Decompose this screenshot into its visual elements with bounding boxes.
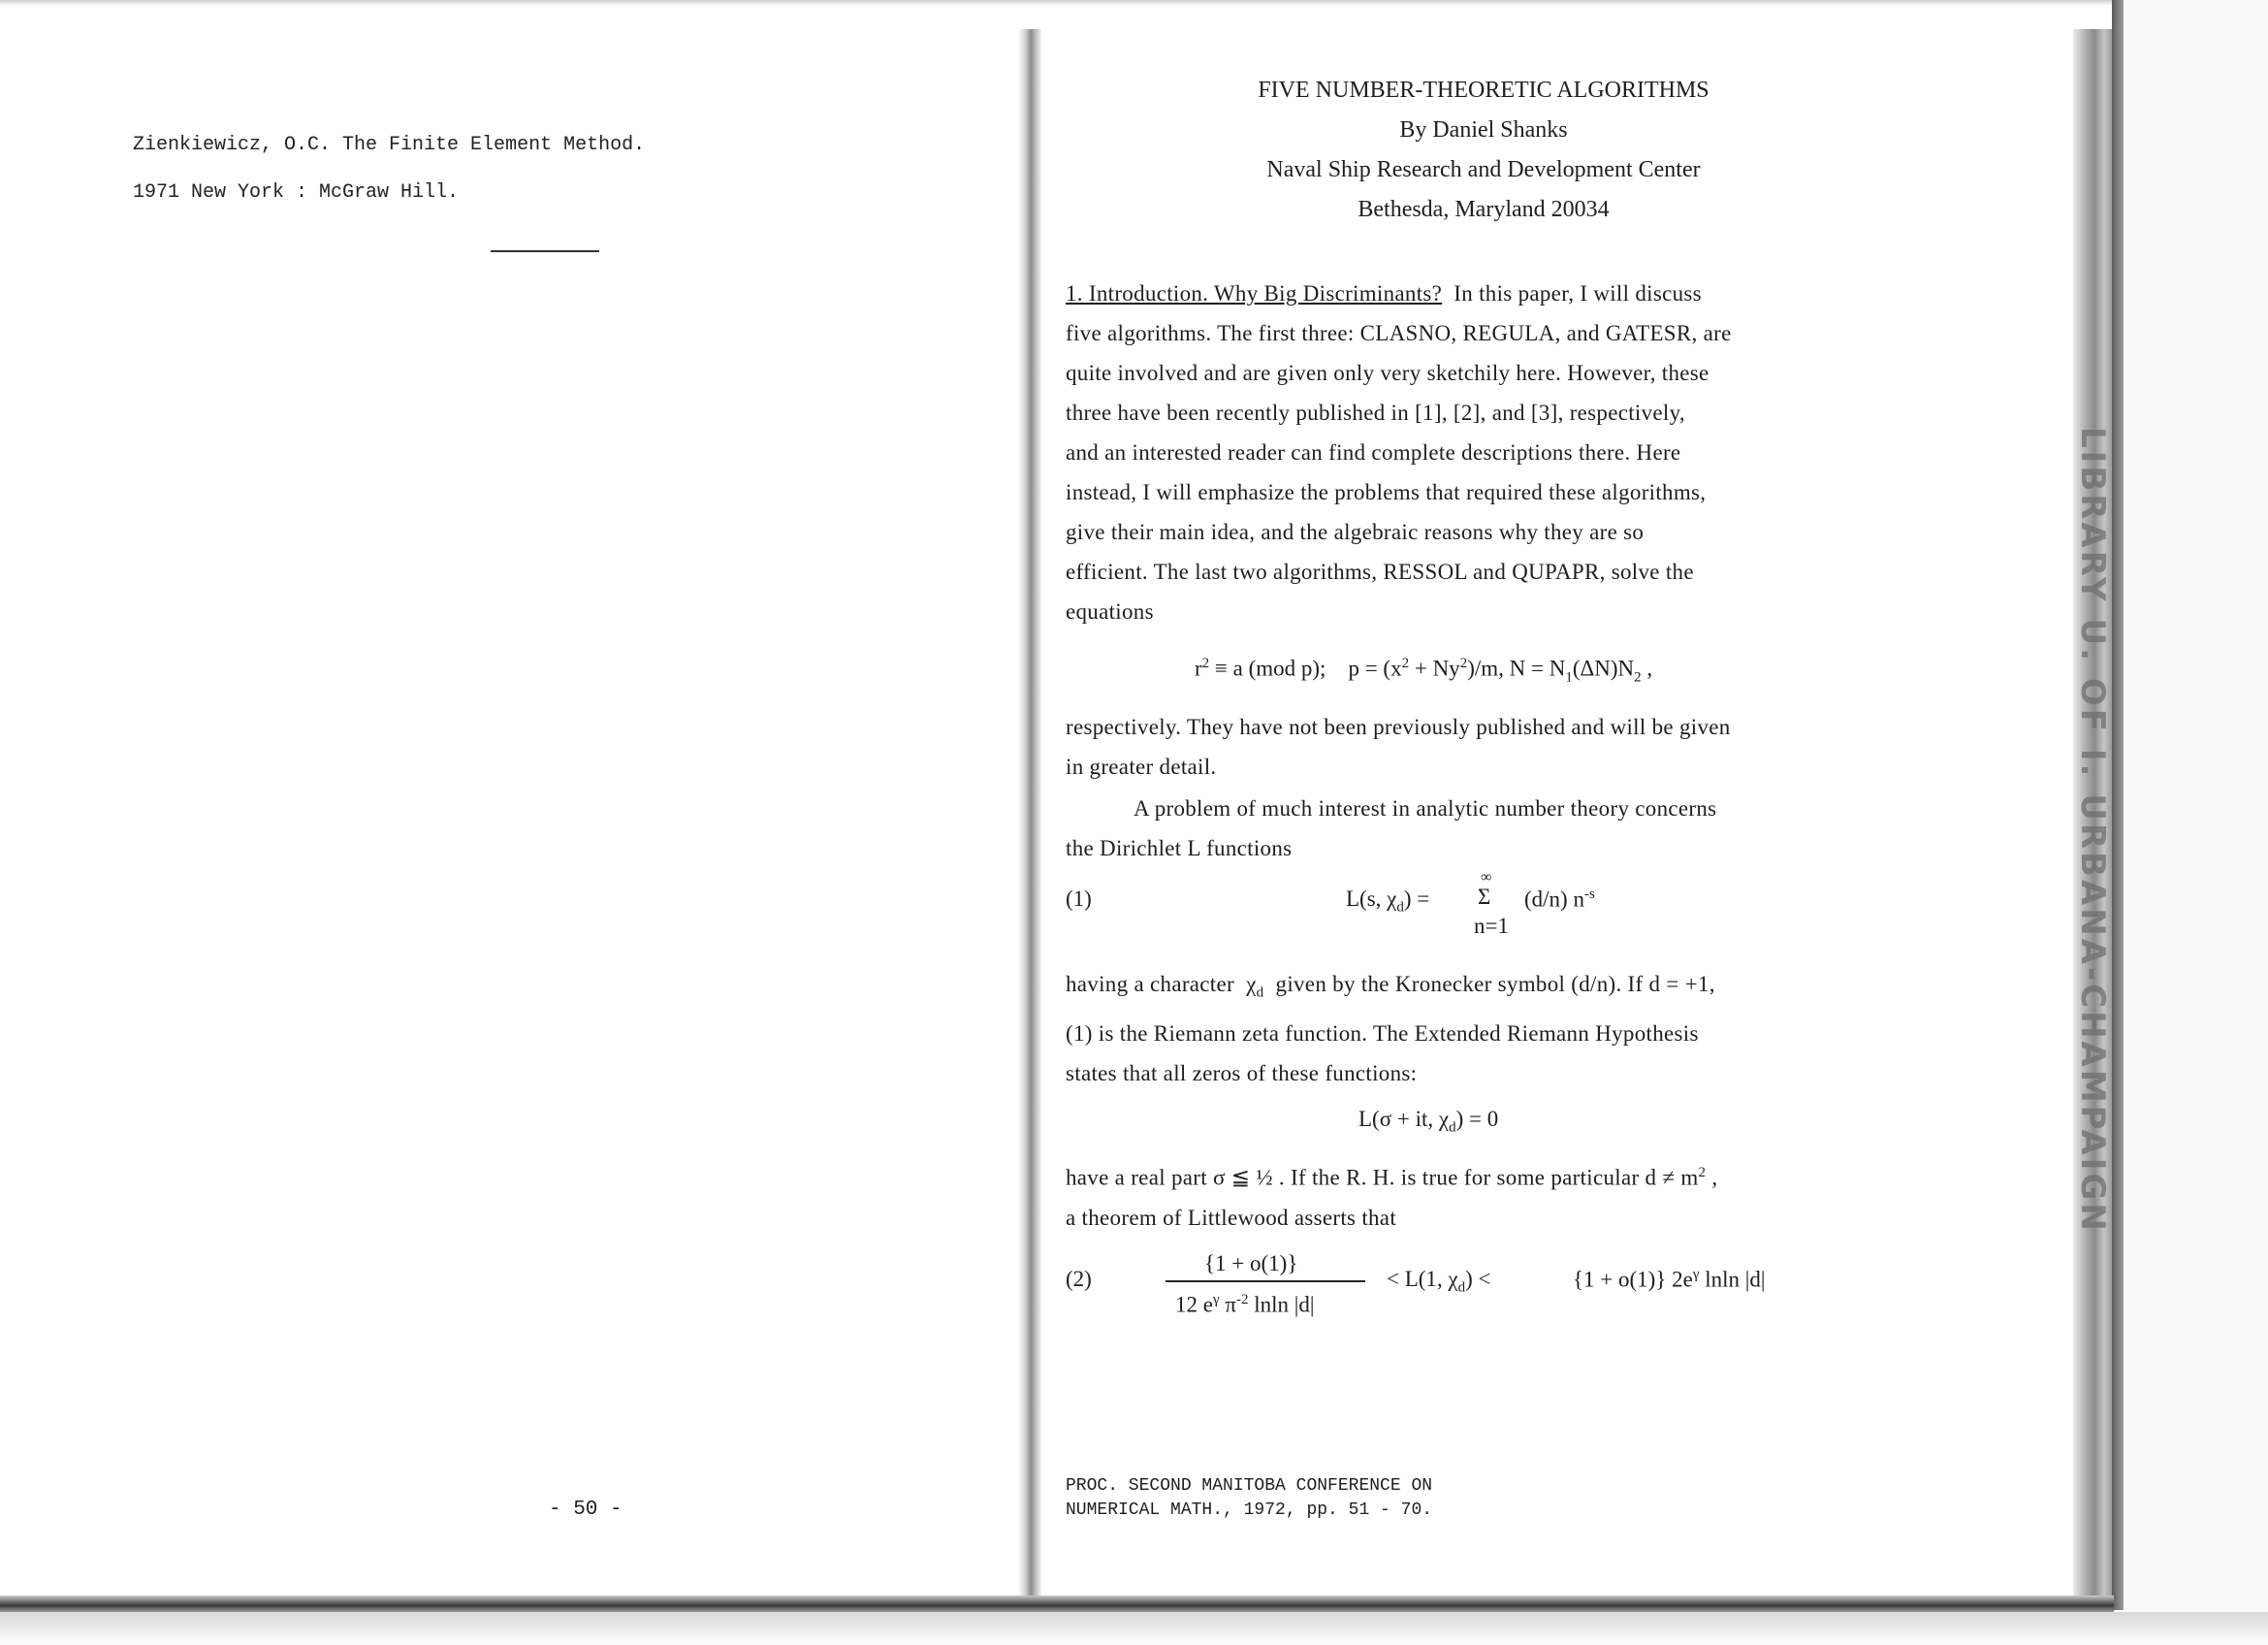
- equation-1-lhs: L(s, $\chi_d$) =: [1346, 887, 1430, 916]
- para1-line-2: five algorithms. The first three: CLASNO, REGULA, and GATESR, are: [1066, 321, 1732, 345]
- footer-line-2: NUMERICAL MATH., 1972, pp. 51 - 70.: [1066, 1500, 1433, 1520]
- para1-line-1: In this paper, I will discuss: [1453, 281, 1702, 306]
- equation-ressol-qupapr: $r^2 \equiv a$ (mod p); $p = (x^2 + Ny^2)/m$, $N = N_1(\Delta N)N_2$ ,: [1195, 656, 1653, 686]
- para1-line-7: give their main idea, and the algebraic reasons why they are so: [1066, 520, 1645, 544]
- equation-2-middle: < L(1, $\chi_d$) <: [1387, 1267, 1491, 1296]
- paper-location: Bethesda, Maryland 20034: [1358, 197, 1610, 222]
- equation-2-numerator: {1 + o(1)}: [1204, 1251, 1298, 1275]
- page-top-edge: [0, 0, 2268, 6]
- footer-line-1: PROC. SECOND MANITOBA CONFERENCE ON: [1066, 1476, 1433, 1496]
- paper-affiliation: Naval Ship Research and Development Center: [1266, 157, 1701, 182]
- para1-line-9: equations: [1066, 599, 1154, 624]
- para1-line-4: three have been recently published in [1], [2], and [3], respectively,: [1066, 401, 1685, 425]
- para3-line-2: the Dirichlet L functions: [1066, 836, 1293, 860]
- fraction-bar: [1166, 1280, 1365, 1282]
- library-stamp: LIBRARY U. OF I. URBANA-CHAMPAIGN: [2073, 427, 2112, 1234]
- equation-2-rhs: {1 + o(1)} $2e^\gamma$ lnln |d|: [1573, 1267, 1766, 1292]
- sum-symbol: Σ: [1478, 885, 1491, 909]
- para4-line-2: (1) is the Riemann zeta function. The Extended Riemann Hypothesis: [1066, 1020, 1699, 1046]
- paragraph-5: have a real part σ ≦ ½ . If the R. H. is true for some particular $d \ne m^2$ , a theorem of Littlewood asserts that: [1066, 1153, 1938, 1238]
- book-spine-shadow: [1018, 29, 1041, 1596]
- page-bottom-edge: [0, 1596, 2114, 1612]
- para4-line-3: states that all zeros of these functions:: [1066, 1060, 1418, 1085]
- equation-2-denominator: 12 $e^\gamma$ $\pi^{-2}$ lnln |d|: [1175, 1292, 1315, 1317]
- section-heading: 1. Introduction. Why Big Discriminants?: [1066, 281, 1443, 306]
- sum-upper-limit: ∞: [1481, 869, 1492, 886]
- para1-line-5: and an interested reader can find complete descriptions there. Here: [1066, 440, 1681, 465]
- reference-line-1: Zienkiewicz, O.C. The Finite Element Method.: [133, 134, 646, 156]
- proceedings-footer: [1066, 1474, 1432, 1523]
- paragraph-2: [1066, 707, 1938, 787]
- scan-margin: [2124, 0, 2268, 1645]
- left-page-number: - 50 -: [549, 1499, 623, 1521]
- equation-2-number: (2): [1066, 1267, 1092, 1291]
- scan-bottom-margin: [0, 1612, 2268, 1645]
- reference-line-2: 1971 New York : McGraw Hill.: [133, 181, 460, 204]
- paragraph-4: having a character $\chi_d$ given by the Kronecker symbol (d/n). If d = +1, (1) is the Riemann zeta function. The Extended Riemann Hypothesis states that all zeros of these functions:: [1066, 964, 1938, 1093]
- paper-title: FIVE NUMBER-THEORETIC ALGORITHMS: [1258, 78, 1709, 103]
- paragraph-3: [1066, 789, 1938, 868]
- sum-lower-limit: n=1: [1474, 914, 1509, 938]
- para2-line-2: in greater detail.: [1066, 755, 1217, 779]
- equation-zero: L(σ + it, $\chi_d) = 0$: [1358, 1107, 1499, 1136]
- paper-author: By Daniel Shanks: [1399, 117, 1568, 143]
- divider-rule: [491, 250, 599, 252]
- para5-line-2: a theorem of Littlewood asserts that: [1066, 1205, 1397, 1230]
- para1-line-8: efficient. The last two algorithms, RESSOL and QUPAPR, solve the: [1066, 560, 1694, 584]
- equation-1-number: (1): [1066, 887, 1092, 911]
- para1-line-3: quite involved and are given only very sketchily here. However, these: [1066, 361, 1709, 385]
- para2-line-1: respectively. They have not been previously published and will be given: [1066, 715, 1731, 739]
- intro-paragraph: [1066, 274, 1938, 631]
- para3-line-1: A problem of much interest in analytic number theory concerns: [1134, 796, 1717, 821]
- para1-line-6: instead, I will emphasize the problems that required these algorithms,: [1066, 480, 1707, 504]
- equation-1-rhs: (d/n) $n^{-s}$: [1524, 887, 1595, 912]
